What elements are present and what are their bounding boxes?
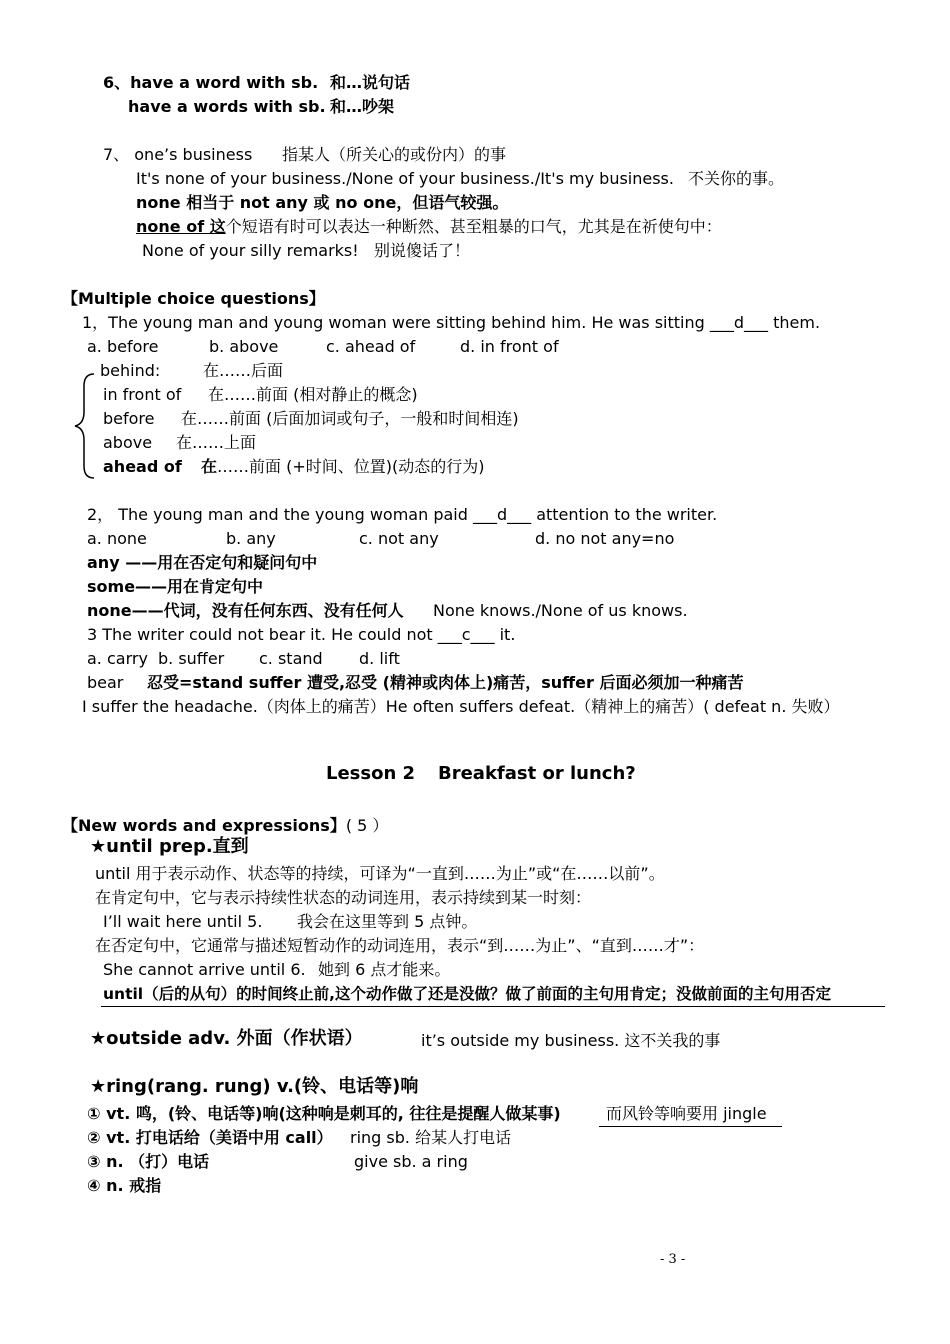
item7-imperative-example: None of your silly remarks!: [142, 241, 359, 260]
page-number: - 3 -: [660, 1252, 686, 1267]
note-ahead-of-meaning-rest: ……前面 (+时间、位置)(动态的行为): [217, 457, 485, 476]
item6-phrase-2: have a words with sb.: [128, 97, 326, 116]
note-none-example: None knows./None of us knows.: [433, 601, 688, 620]
q2-option-c: c. not any: [359, 529, 439, 548]
note-before: before: [103, 409, 155, 428]
new-words-heading-text: 【New words and expressions】: [62, 816, 346, 835]
word-ring-heading: ★ring(rang. rung) v.(铃、电话等)响: [90, 1076, 419, 1097]
until-rule-underline: [101, 1006, 885, 1007]
ring-sense-2: ② vt. 打电话给（美语中用 call）: [87, 1128, 333, 1147]
q3-option-b: b. suffer: [158, 649, 225, 668]
note-in-front-of: in front of: [103, 385, 182, 404]
q1-option-c: c. ahead of: [326, 337, 416, 356]
until-example-2-translation: 她到 6 点才能来。: [318, 960, 451, 979]
item7-example: It's none of your business./None of your business./It's my business.: [136, 169, 674, 188]
item6-meaning-2: 和…吵架: [330, 97, 395, 116]
note-ahead-of: ahead of: [103, 457, 182, 476]
note-bear-suffer: 忍受=stand suffer 遭受,忍受 (精神或肉体上)痛苦，suffer 后面必须加一种痛苦: [147, 673, 744, 692]
ring-sense-4: ④ n. 戒指: [87, 1176, 162, 1195]
note-in-front-of-meaning: 在……前面 (相对静止的概念): [208, 385, 418, 404]
new-words-heading: [62, 815, 388, 837]
note-some: some——用在肯定句中: [87, 577, 264, 596]
item7-phrase: 7、 one’s business: [103, 145, 253, 164]
q2-option-d: d. no not any=no: [535, 529, 675, 548]
until-example-1: I’ll wait here until 5.: [103, 912, 263, 931]
q2-option-b: b. any: [226, 529, 276, 548]
ring-sense-1-note: 而风铃等响要用 jingle: [606, 1104, 767, 1123]
until-example-1-translation: 我会在这里等到 5 点钟。: [297, 912, 478, 931]
question-1: 1，The young man and young woman were sitting behind him. He was sitting ___d___ them.: [82, 313, 821, 332]
q1-option-a: a. before: [87, 337, 159, 356]
outside-example: it’s outside my business. 这不关我的事: [421, 1031, 721, 1050]
note-behind: behind:: [100, 361, 161, 380]
ring-sense-2-example: ring sb. 给某人打电话: [350, 1128, 512, 1147]
item7-example-translation: 不关你的事。: [688, 169, 785, 188]
q3-option-a: a. carry: [87, 649, 148, 668]
note-before-meaning: 在……前面 (后面加词或句子，一般和时间相连): [181, 409, 519, 428]
question-3: 3 The writer could not bear it. He could not ___c___ it.: [87, 625, 516, 644]
item7-none-note: none 相当于 not any 或 no one，但语气较强。: [136, 193, 509, 212]
mcq-heading: 【Multiple choice questions】: [62, 289, 325, 308]
lesson-title: Breakfast or lunch?: [438, 763, 636, 784]
word-until-heading: ★until prep.直到: [90, 836, 249, 857]
ring-sense-1: ① vt. 鸣，(铃、电话等)响(这种响是刺耳的, 往往是提醒人做某事): [87, 1104, 561, 1123]
q3-option-d: d. lift: [359, 649, 400, 668]
curly-brace-icon: [72, 372, 98, 480]
lesson-number: Lesson 2: [326, 763, 416, 784]
word-outside-heading: ★outside adv. 外面（作状语）: [90, 1028, 363, 1049]
ring-sense-3: ③ n. （打）电话: [87, 1152, 210, 1171]
question-2: 2， The young man and the young woman paid ___d___ attention to the writer.: [87, 505, 718, 524]
q3-option-c: c. stand: [259, 649, 323, 668]
none-of-term: none of 这: [136, 217, 226, 236]
until-note-1: until 用于表示动作、状态等的持续，可译为“一直到……为止”或“在……以前”。: [95, 864, 665, 883]
note-ahead-of-meaning-bold: 在: [201, 457, 218, 476]
item6-meaning-1: 和…说句话: [330, 73, 411, 92]
q1-option-d: d. in front of: [460, 337, 559, 356]
until-note-3: 在否定句中，它通常与描述短暂动作的动词连用，表示“到……为止”、“直到……才”：: [95, 936, 705, 955]
item6-phrase-1: 6、have a word with sb.: [103, 73, 319, 92]
until-note-2: 在肯定句中，它与表示持续性状态的动词连用，表示持续到某一时刻：: [95, 888, 592, 907]
note-bear: bear: [87, 673, 124, 692]
item7-meaning: 指某人（所关心的或份内）的事: [282, 145, 507, 164]
item7-none-of-note: [136, 216, 722, 238]
ring-sense-3-example: give sb. a ring: [354, 1152, 468, 1171]
note-ahead-of-meaning: [201, 456, 484, 478]
none-of-explanation: 个短语有时可以表达一种断然、甚至粗暴的口气，尤其是在祈使句中：: [225, 217, 722, 236]
new-words-count: ( 5 ）: [345, 816, 389, 835]
note-suffer-example: I suffer the headache.（肉体上的痛苦）He often suffers defeat.（精神上的痛苦）( defeat n. 失败）: [82, 697, 840, 716]
note-behind-meaning: 在……后面: [203, 361, 284, 380]
ring-note-underline: [599, 1126, 782, 1127]
until-example-2: She cannot arrive until 6.: [103, 960, 306, 979]
item7-imperative-translation: 别说傻话了！: [374, 241, 471, 260]
note-none: none——代词，没有任何东西、没有任何人: [87, 601, 404, 620]
q2-option-a: a. none: [87, 529, 147, 548]
note-any: any ——用在否定句和疑问句中: [87, 553, 318, 572]
until-rule: until（后的从句）的时间终止前,这个动作做了还是没做？做了前面的主句用肯定；没做前面的主句用否定: [103, 985, 831, 1003]
note-above: above: [103, 433, 153, 452]
q1-option-b: b. above: [209, 337, 279, 356]
note-above-meaning: 在……上面: [176, 433, 257, 452]
